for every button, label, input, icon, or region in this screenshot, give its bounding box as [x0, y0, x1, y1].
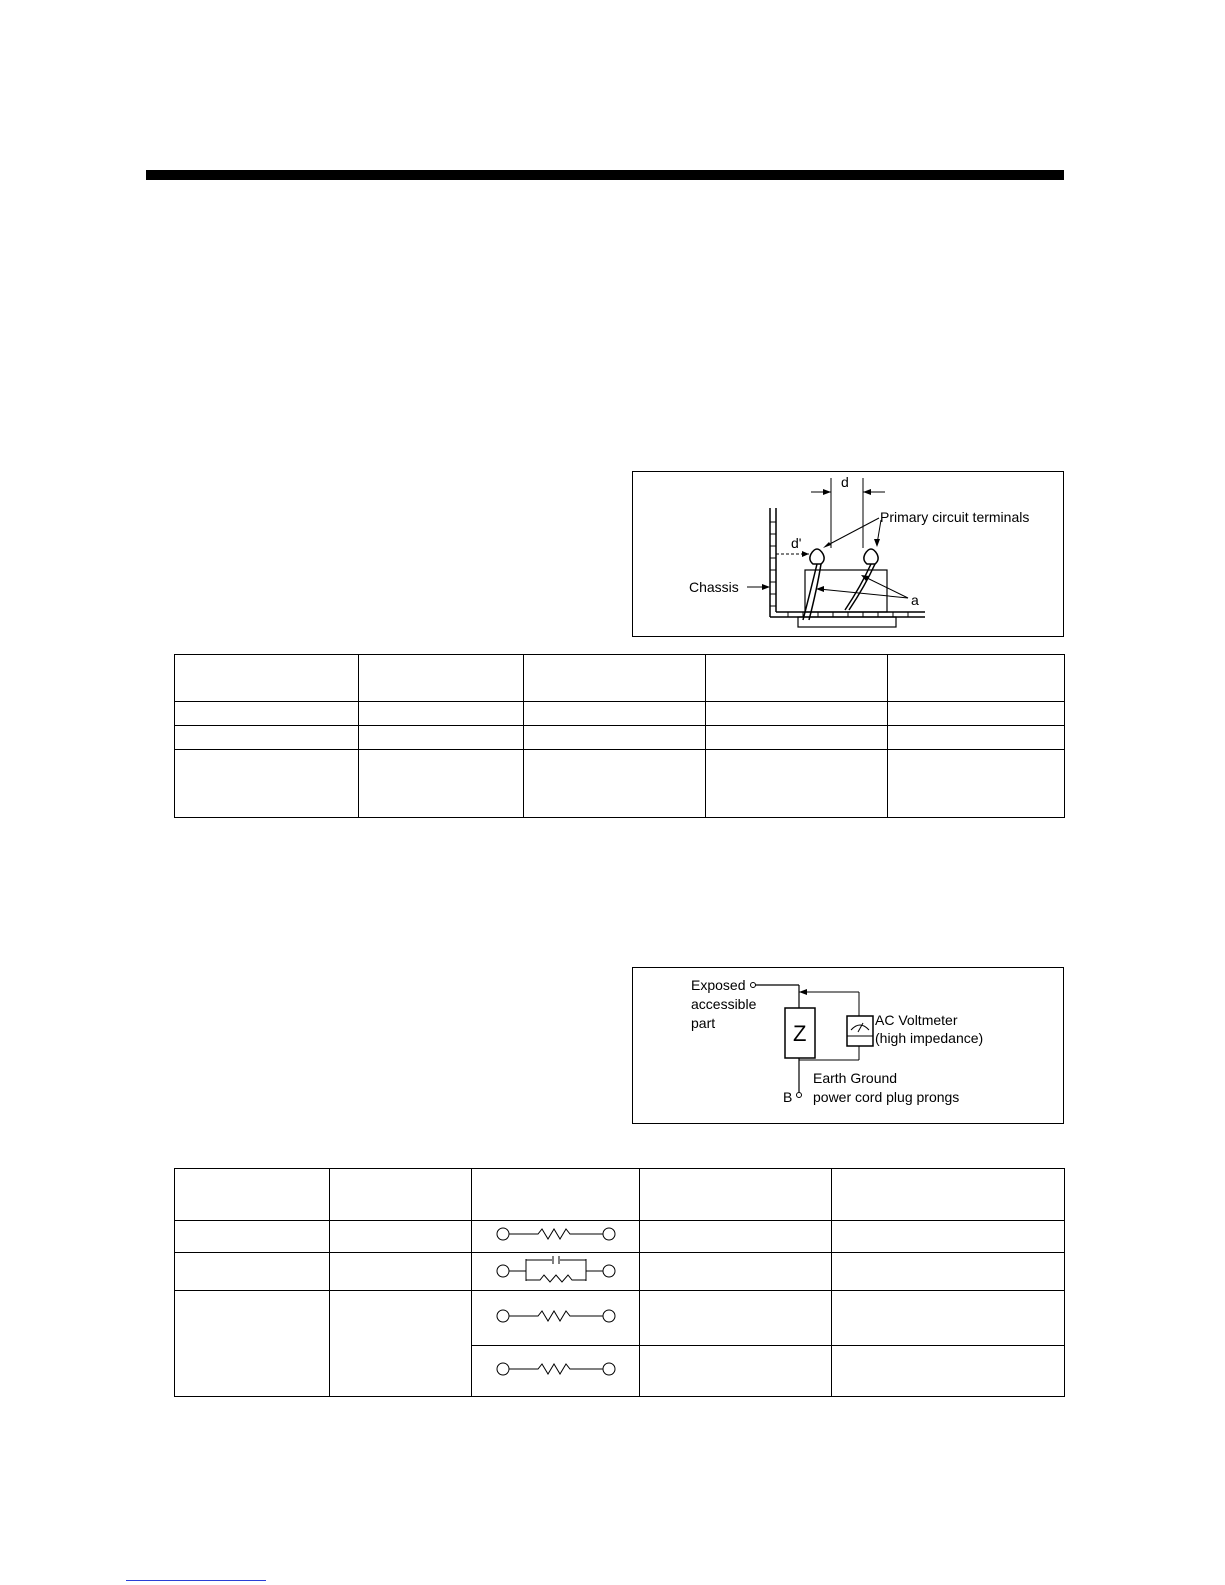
table-cell: [640, 1346, 832, 1397]
resistor-capacitor-icon: [496, 1255, 616, 1283]
clearance-diagram-svg: [633, 472, 1063, 636]
table-row: [175, 1221, 1065, 1253]
table-cell: [175, 726, 359, 750]
chassis-label: Chassis: [689, 579, 739, 595]
a-label: a: [911, 592, 919, 608]
accessible-label: accessible: [691, 996, 757, 1012]
table-cell: [706, 702, 888, 726]
table-row: [175, 1169, 1065, 1221]
footer-link-underline: [126, 1580, 266, 1581]
resistor-symbol-cell: [472, 1291, 640, 1346]
table-cell: [175, 655, 359, 702]
table-cell: [175, 1291, 330, 1397]
table-row: [175, 702, 1065, 726]
table-cell: [706, 655, 888, 702]
table-cell: [175, 1221, 330, 1253]
table-cell: [359, 726, 524, 750]
clearance-table: [174, 654, 1065, 818]
table-cell: [832, 1253, 1065, 1291]
table-cell: [330, 1221, 472, 1253]
voltmeter-label: AC Voltmeter: [875, 1012, 958, 1028]
header-rule: [146, 170, 1064, 180]
resistor-capacitor-symbol-cell: [472, 1253, 640, 1291]
dimension-d-prime-label: d': [791, 535, 802, 551]
table-row: [175, 655, 1065, 702]
resistor-symbol-cell: [472, 1221, 640, 1253]
table-cell: [524, 702, 706, 726]
table-cell: [888, 702, 1065, 726]
impedance-label: (high impedance): [875, 1030, 984, 1046]
table-cell: [832, 1221, 1065, 1253]
table-cell: [832, 1346, 1065, 1397]
impedance-z-label: Z: [793, 1021, 807, 1046]
resistor-symbol-cell: [472, 1346, 640, 1397]
table-cell: [330, 1169, 472, 1221]
table-cell: [524, 655, 706, 702]
resistor-icon: [496, 1224, 616, 1244]
table-cell: [706, 750, 888, 818]
table-cell: [706, 726, 888, 750]
table-cell: [524, 750, 706, 818]
table-row: [175, 1253, 1065, 1291]
table-cell: [888, 655, 1065, 702]
resistor-icon: [496, 1359, 616, 1379]
table-cell: [524, 726, 706, 750]
b-label: B: [783, 1089, 793, 1105]
part-label: part: [691, 1015, 716, 1031]
leakage-measurement-svg: [633, 968, 1063, 1123]
table-row: [175, 750, 1065, 818]
table-cell: [175, 702, 359, 726]
dimension-d-label: d: [841, 474, 849, 490]
table-cell: [640, 1291, 832, 1346]
table-cell: [330, 1291, 472, 1397]
table-cell: [888, 726, 1065, 750]
table-cell: [359, 655, 524, 702]
table-cell: [832, 1291, 1065, 1346]
earth-ground-label: Earth Ground: [813, 1070, 898, 1086]
table-cell: [175, 1253, 330, 1291]
table-cell: [888, 750, 1065, 818]
primary-terminals-label: Primary circuit terminals: [880, 509, 1030, 525]
table-cell: [640, 1169, 832, 1221]
table-cell: [359, 702, 524, 726]
resistor-icon: [496, 1306, 616, 1326]
table-cell: [640, 1253, 832, 1291]
leakage-table: [174, 1168, 1065, 1397]
table-row: [175, 726, 1065, 750]
leakage-measurement-diagram: [632, 967, 1064, 1124]
table-cell: [832, 1169, 1065, 1221]
exposed-label: Exposed: [691, 977, 746, 993]
table-cell: [640, 1221, 832, 1253]
table-cell: [330, 1253, 472, 1291]
table-cell: [175, 1169, 330, 1221]
table-cell: [472, 1169, 640, 1221]
table-cell: [359, 750, 524, 818]
clearance-diagram: [632, 471, 1064, 637]
plug-prongs-label: power cord plug prongs: [813, 1089, 960, 1105]
table-cell: [175, 750, 359, 818]
table-row: [175, 1291, 1065, 1346]
